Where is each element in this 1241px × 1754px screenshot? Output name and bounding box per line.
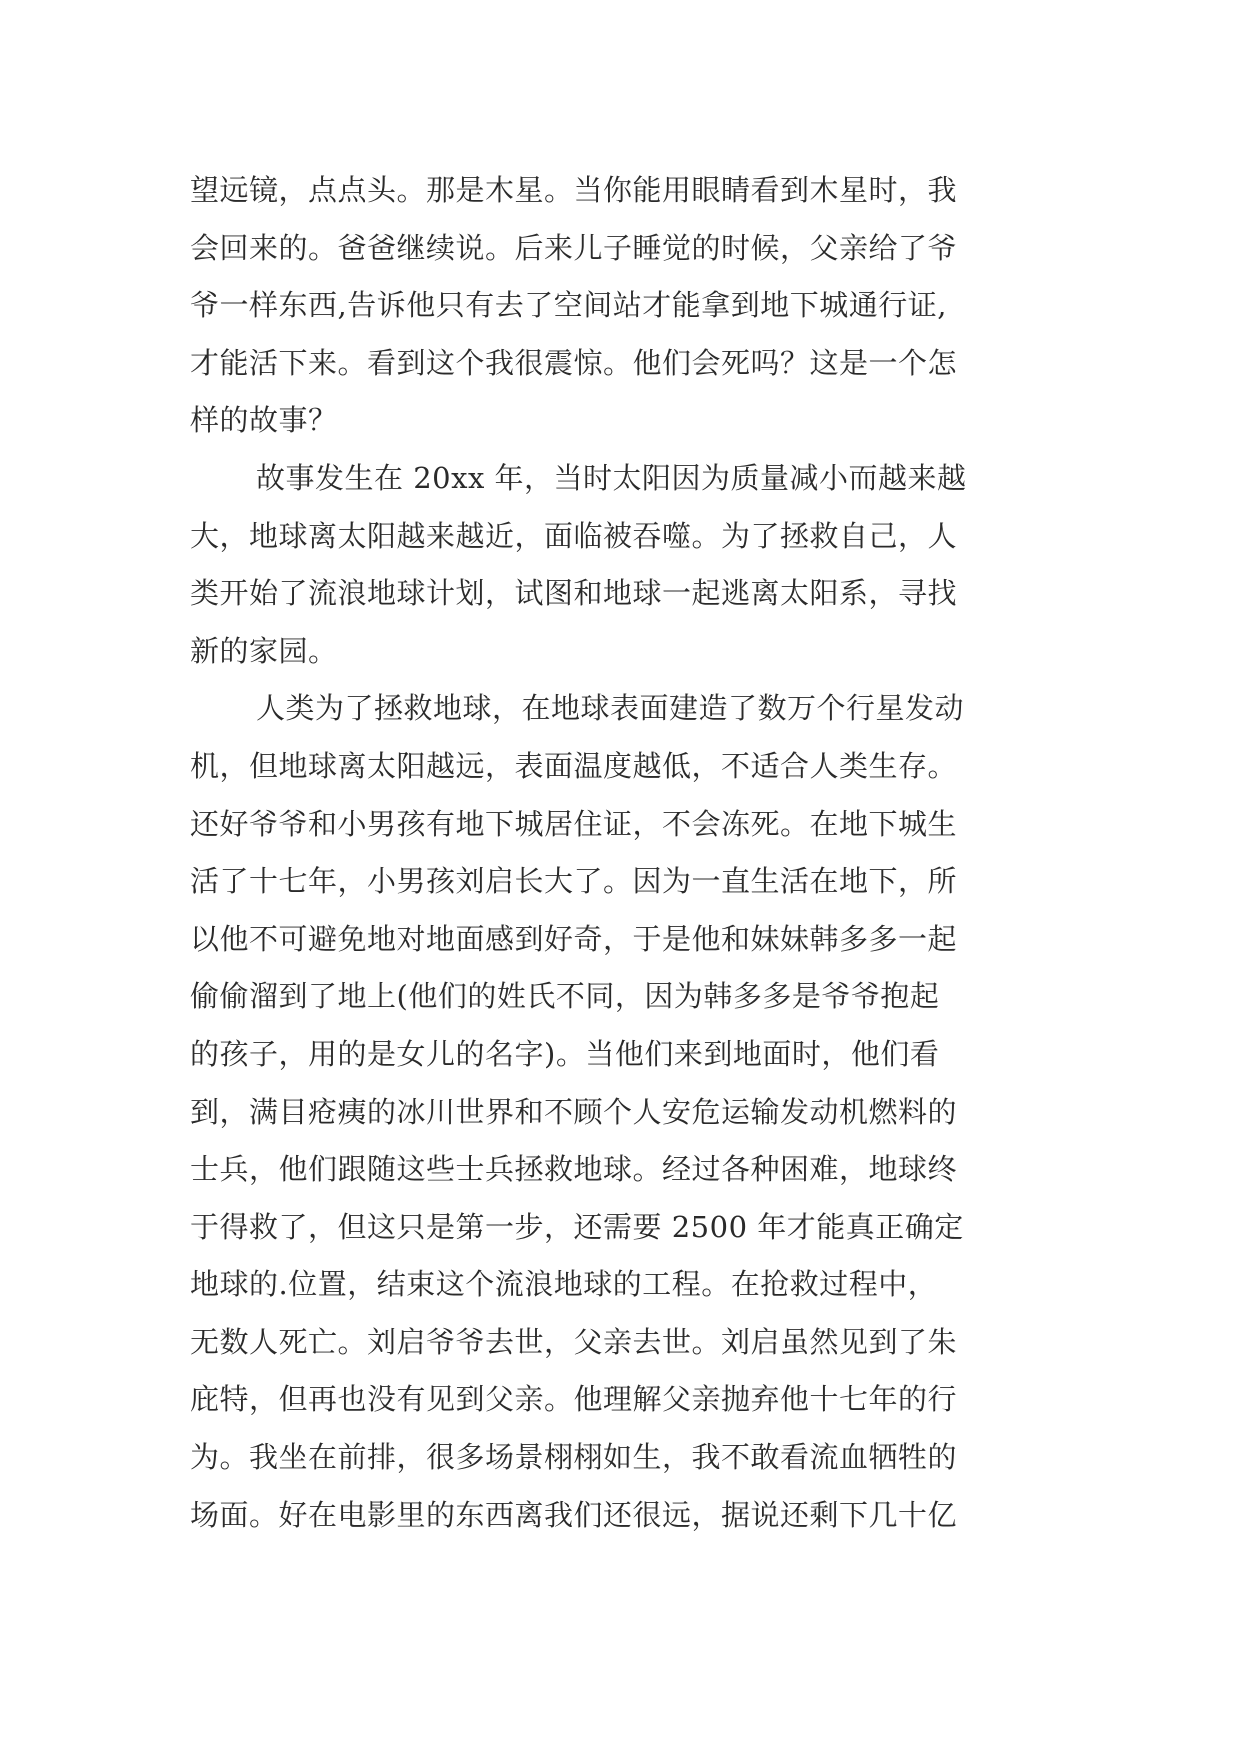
text-line: 会回来的。爸爸继续说。后来儿子睡觉的时候，父亲给了爷 (190, 230, 958, 265)
body-text (190, 162, 1090, 1544)
text-line: 活了十七年，小男孩刘启长大了。因为一直生活在地下，所 (190, 864, 958, 899)
paragraph-start-line: 人类为了拯救地球，在地球表面建造了数万个行星发动 (256, 691, 965, 726)
text-line: 到，满目疮痍的冰川世界和不顾个人安危运输发动机燃料的 (190, 1094, 958, 1129)
text-line: 偷偷溜到了地上(他们的姓氏不同，因为韩多多是爷爷抱起 (190, 979, 940, 1014)
text-line: 望远镜，点点头。那是木星。当你能用眼睛看到木星时，我 (190, 173, 958, 207)
text-line: 无数人死亡。刘启爷爷去世，父亲去世。刘启虽然见到了朱 (190, 1324, 958, 1359)
text-line: 为。我坐在前排，很多场景栩栩如生，我不敢看流血牺牲的 (190, 1440, 958, 1475)
text-line: 以他不可避免地对地面感到好奇，于是他和妹妹韩多多一起 (190, 921, 958, 956)
paragraph-start-line: 故事发生在 20xx 年，当时太阳因为质量减小而越来越 (256, 460, 967, 495)
text-line: 类开始了流浪地球计划，试图和地球一起逃离太阳系，寻找 (190, 576, 958, 611)
text-line: 于得救了，但这只是第一步，还需要 2500 年才能真正确定 (190, 1209, 964, 1244)
text-line: 爷一样东西,告诉他只有去了空间站才能拿到地下城通行证, (190, 288, 947, 323)
text-line: 还好爷爷和小男孩有地下城居住证，不会冻死。在地下城生 (190, 806, 958, 841)
text-line: 场面。好在电影里的东西离我们还很远，据说还剩下几十亿 (190, 1497, 958, 1532)
text-line: 的孩子，用的是女儿的名字)。当他们来到地面时，他们看 (190, 1036, 940, 1071)
text-line: 才能活下来。看到这个我很震惊。他们会死吗？这是一个怎 (190, 345, 958, 380)
text-line: 庇特，但再也没有见到父亲。他理解父亲抛弃他十七年的行 (190, 1382, 958, 1417)
text-line: 士兵，他们跟随这些士兵拯救地球。经过各种困难，地球终 (190, 1152, 958, 1187)
text-line: 机，但地球离太阳越远，表面温度越低，不适合人类生存。 (190, 748, 958, 783)
text-line: 大，地球离太阳越来越近，面临被吞噬。为了拯救自己，人 (190, 518, 958, 553)
text-line: 新的家园。 (190, 633, 338, 668)
text-line: 地球的.位置，结束这个流浪地球的工程。在抢救过程中， (190, 1267, 938, 1302)
text-line: 样的故事？ (190, 403, 338, 438)
